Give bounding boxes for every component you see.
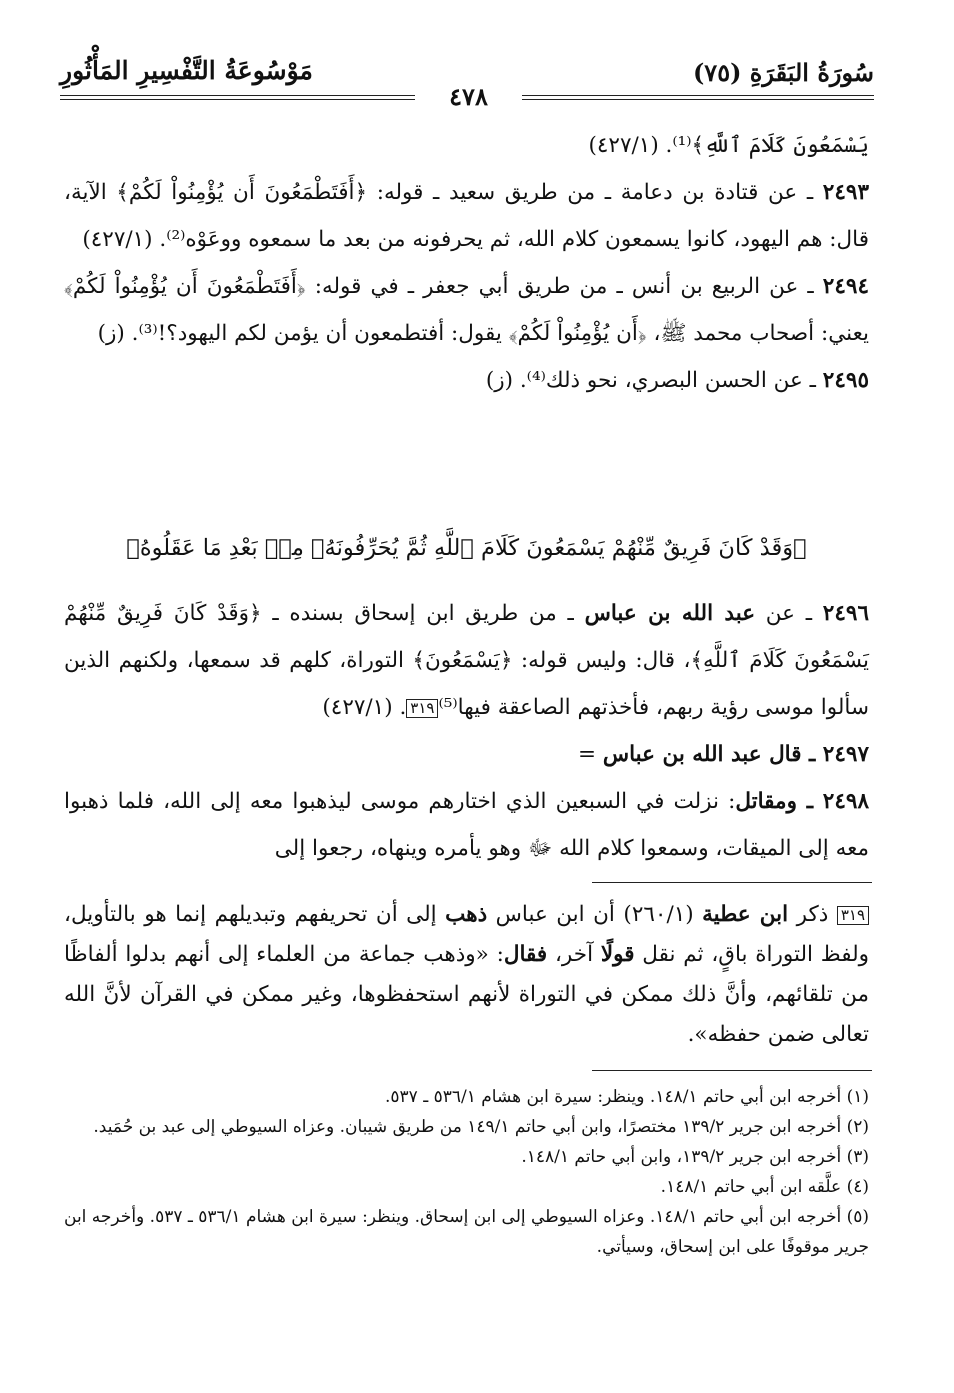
- footnote-4: (٤) علَّقه ابن أبي حاتم ١٤٨/١.: [660, 1177, 869, 1197]
- entry-prefix: ـ قال: [761, 742, 823, 767]
- entry-prefix: ـ عن: [755, 601, 823, 626]
- commentary-text: [64, 895, 869, 1055]
- top-line: يَسْمَعُونَ كَلَامَ ٱللَّهِ﴾⁽¹⁾. (٤٢٧/١): [588, 133, 869, 158]
- main-text-lower: [64, 590, 869, 872]
- header-rule-right: [522, 95, 874, 100]
- commentary-marker: ٣١٩: [837, 906, 869, 925]
- footnote-3: (٣) أخرجه ابن جرير ١٣٩/٢، وابن أبي حاتم ١٤٨/١.: [521, 1147, 869, 1167]
- entry-reference: . (٤٢٧/١): [322, 695, 407, 720]
- entry-text: ـ من طريق ابن إسحاق بسنده ـ ﴿وَقَدْ كَانَ فَرِيقٌ مِّنْهُمْ يَسْمَعُونَ كَلَامَ ٱللَّهِ﴾، قال: وليس قوله: ﴿يَسْمَعُونَ﴾ التوراة، كلهم قد سمعها، ولكنهم الذين سألوا موسى رؤية ربهم، فأخذتهم الصاعقة فيها⁽⁵⁾: [64, 601, 869, 720]
- narrator-name: ـ ومقاتل: [735, 789, 823, 814]
- entry-number: ٢٤٩٨: [822, 789, 869, 814]
- entry-2497: [64, 731, 869, 778]
- entry-text: ـ عن قتادة بن دعامة ـ من طريق سعيد ـ قوله: ﴿أَفَتَطْمَعُونَ أَن يُؤْمِنُواْ لَكُمْ﴾ الآية، قال: هم اليهود، كانوا يسمعون كلام الله، ثم يحرفونه من بعد ما سمعوه ووعَوْه⁽²⁾. (٤٢٧/١): [64, 180, 869, 252]
- entry-suffix: =: [578, 742, 603, 767]
- entry-number: ٢٤٩٧: [822, 742, 869, 767]
- footnote-5: (٥) أخرجه ابن أبي حاتم ١٤٨/١. وعزاه السيوطي إلى ابن إسحاق. وينظر: سيرة ابن هشام ٥٣٦/١ ـ ٥٣٧. وأخرجه ابن جرير موقوفًا على ابن إسحاق، وسيأتي.: [64, 1207, 869, 1257]
- narrator-name: عبد الله بن عباس: [602, 742, 762, 767]
- surah-label: سُورَةُ البَقَرَةِ (٧٥): [692, 58, 874, 87]
- commentary-part: آخر،: [547, 942, 601, 967]
- narrator-name: عبد الله بن عباس: [584, 601, 756, 626]
- entry-text: ـ عن الربيع بن أنس ـ من طريق أبي جعفر ـ في قوله: ﴿أَفَتَطْمَعُونَ أَن يُؤْمِنُواْ لَكُمْ﴾ يعني: أصحاب محمد ﷺ، ﴿أَن يُؤْمِنُواْ لَكُمْ﴾ يقول: أفتطمعون أن يؤمن لكم اليهود؟!⁽³⁾. (ز): [64, 274, 869, 346]
- quran-verse: ﴿وَقَدْ كَانَ فَرِيقٌ مِّنْهُمْ يَسْمَعُونَ كَلَامَ ٱللَّهِ ثُمَّ يُحَرِّفُونَهُۥ مِنۢ بَعْدِ مَا عَقَلُوهُ﴾: [126, 535, 807, 561]
- commentary-part: : «وذهب جماعة من العلماء إلى أنهم بدلوا ألفاظًا من تلقائهم، وأنَّ ذلك ممكن في التوراة لأنهم استحفظوها، وغير ممكن في القرآن لأنَّ الله تعالى ضمن حفظه».: [64, 942, 869, 1047]
- commentary-emphasis: قولًا: [600, 942, 635, 967]
- entry-number: ٢٤٩٥: [822, 368, 869, 393]
- main-text-upper: [64, 122, 869, 404]
- commentary-block: [64, 895, 869, 1055]
- entry-number: ٢٤٩٣: [822, 180, 869, 205]
- footnote-2: (٢) أخرجه ابن جرير ١٣٩/٢ مختصرًا، وابن أبي حاتم ١٤٩/١ من طريق شيبان. وعزاه السيوطي إلى عبد بن حُمَيد.: [93, 1117, 869, 1137]
- commentary-emphasis: ابن عطية: [702, 902, 789, 927]
- commentary-emphasis: ذهب: [445, 902, 488, 927]
- book-title: مَوْسُوعَةُ التَّفْسِيرِ المَأْثُورِ: [60, 56, 313, 85]
- footnote-separator: [592, 1070, 872, 1071]
- header-rule-left: [60, 95, 415, 100]
- entry-2498: [64, 778, 869, 872]
- footnotes: [64, 1082, 869, 1262]
- commentary-part: ذكر: [788, 902, 837, 927]
- commentary-part: إلى أن تحريفهم وتبديلهم إنما هو بالتأويل، ولفظ التوراة باقٍ، ثم نقل: [64, 902, 870, 967]
- commentary-marker: ٣١٩: [406, 699, 438, 718]
- entry-2494: [64, 263, 869, 357]
- entry-2495: [64, 357, 869, 404]
- entry-text: ـ عن الحسن البصري، نحو ذلك⁽⁴⁾. (ز): [485, 368, 823, 393]
- entry-text: : نزلت في السبعين الذي اختارهم موسى ليذهبوا معه إلى الله، فلما ذهبوا معه إلى الميقات، وسمعوا كلام الله ﷻ وهو يأمره وينهاه، رجعوا إلى: [64, 789, 869, 861]
- entry-2493: [64, 169, 869, 263]
- commentary-emphasis: فقال: [503, 942, 548, 967]
- commentary-part: (٢٦٠/١) أن ابن عباس: [487, 902, 703, 927]
- entry-number: ٢٤٩٦: [822, 601, 869, 626]
- footnote-1: (١) أخرجه ابن أبي حاتم ١٤٨/١. وينظر: سيرة ابن هشام ٥٣٦/١ ـ ٥٣٧.: [384, 1087, 869, 1107]
- entry-number: ٢٤٩٤: [822, 274, 869, 299]
- entry-2496: [64, 590, 869, 731]
- page-number: ٤٧٨: [449, 82, 488, 111]
- commentary-separator: [592, 882, 872, 883]
